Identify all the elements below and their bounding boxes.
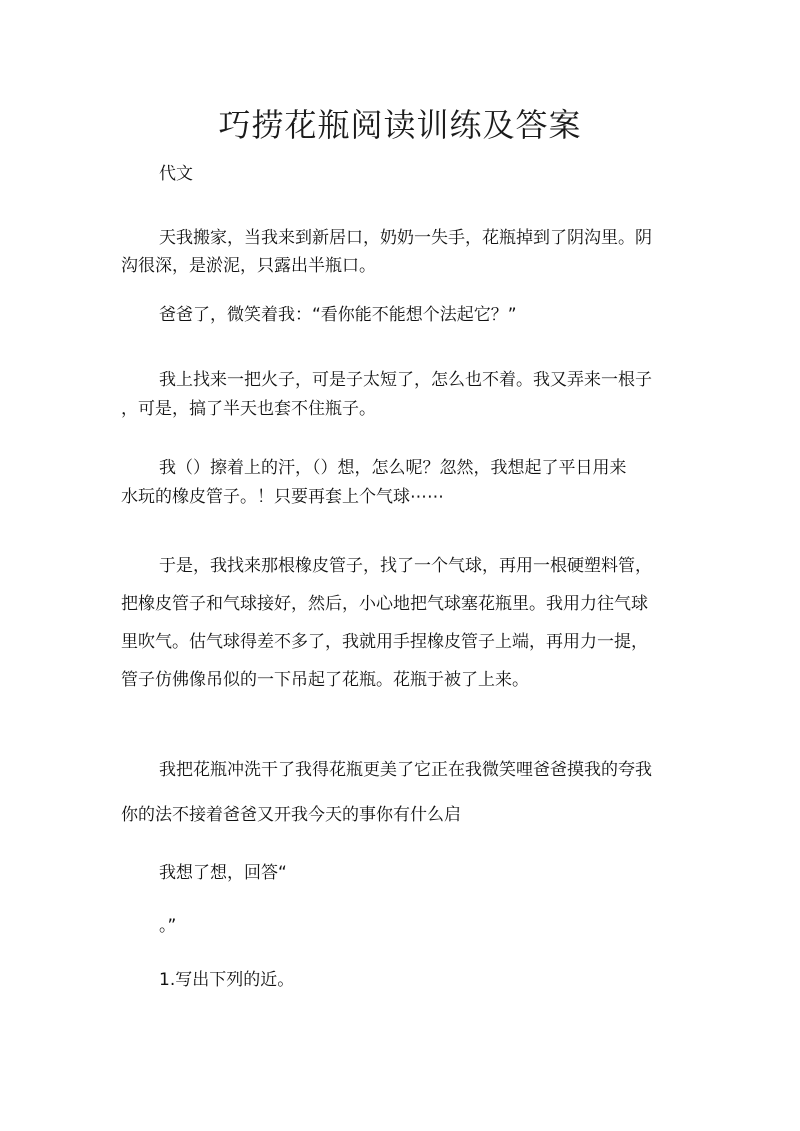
paragraph-line: 爸爸了，微笑着我：“看你能不能想个法起它？” bbox=[159, 305, 517, 325]
paragraph-line: 天我搬家，当我来到新居口，奶奶一失手，花瓶掉到了阴沟里。阴 bbox=[159, 228, 652, 248]
paragraph-line: 你的法不接着爸爸又开我今天的事你有什么启 bbox=[121, 805, 461, 825]
author-line: 代文 bbox=[159, 164, 193, 184]
paragraph-line: 把橡皮管子和气球接好，然后，小心地把气球塞花瓶里。我用力往气球 bbox=[121, 594, 648, 614]
paragraph-line: 里吹气。估气球得差不多了，我就用手捏橡皮管子上端，再用力一提， bbox=[121, 632, 648, 652]
paragraph-line: 管子仿佛像吊似的一下吊起了花瓶。花瓶于被了上来。 bbox=[121, 670, 529, 690]
paragraph-line: 沟很深，是淤泥，只露出半瓶口。 bbox=[121, 256, 376, 276]
question-heading: 1.写出下列的近。 bbox=[159, 970, 295, 990]
paragraph-line: 。” bbox=[159, 916, 177, 936]
paragraph-line: 水玩的橡皮管子。！只要再套上个气球⋯⋯ bbox=[121, 487, 444, 507]
document-title: 巧捞花瓶阅读训练及答案 bbox=[218, 106, 582, 144]
paragraph-line: 我想了想，回答“ bbox=[159, 863, 287, 883]
paragraph-line: 我把花瓶冲洗干了我得花瓶更美了它正在我微笑哩爸爸摸我的夸我 bbox=[159, 760, 652, 780]
paragraph-line: 我（）擦着上的汗，（）想，怎么呢？忽然，我想起了平日用来 bbox=[159, 458, 627, 478]
paragraph-line: ，可是，搞了半天也套不住瓶子。 bbox=[121, 399, 376, 419]
paragraph-line: 我上找来一把火子，可是子太短了，怎么也不着。我又弄来一根子 bbox=[159, 370, 652, 390]
paragraph-line: 于是，我找来那根橡皮管子，找了一个气球，再用一根硬塑料管， bbox=[159, 556, 652, 576]
